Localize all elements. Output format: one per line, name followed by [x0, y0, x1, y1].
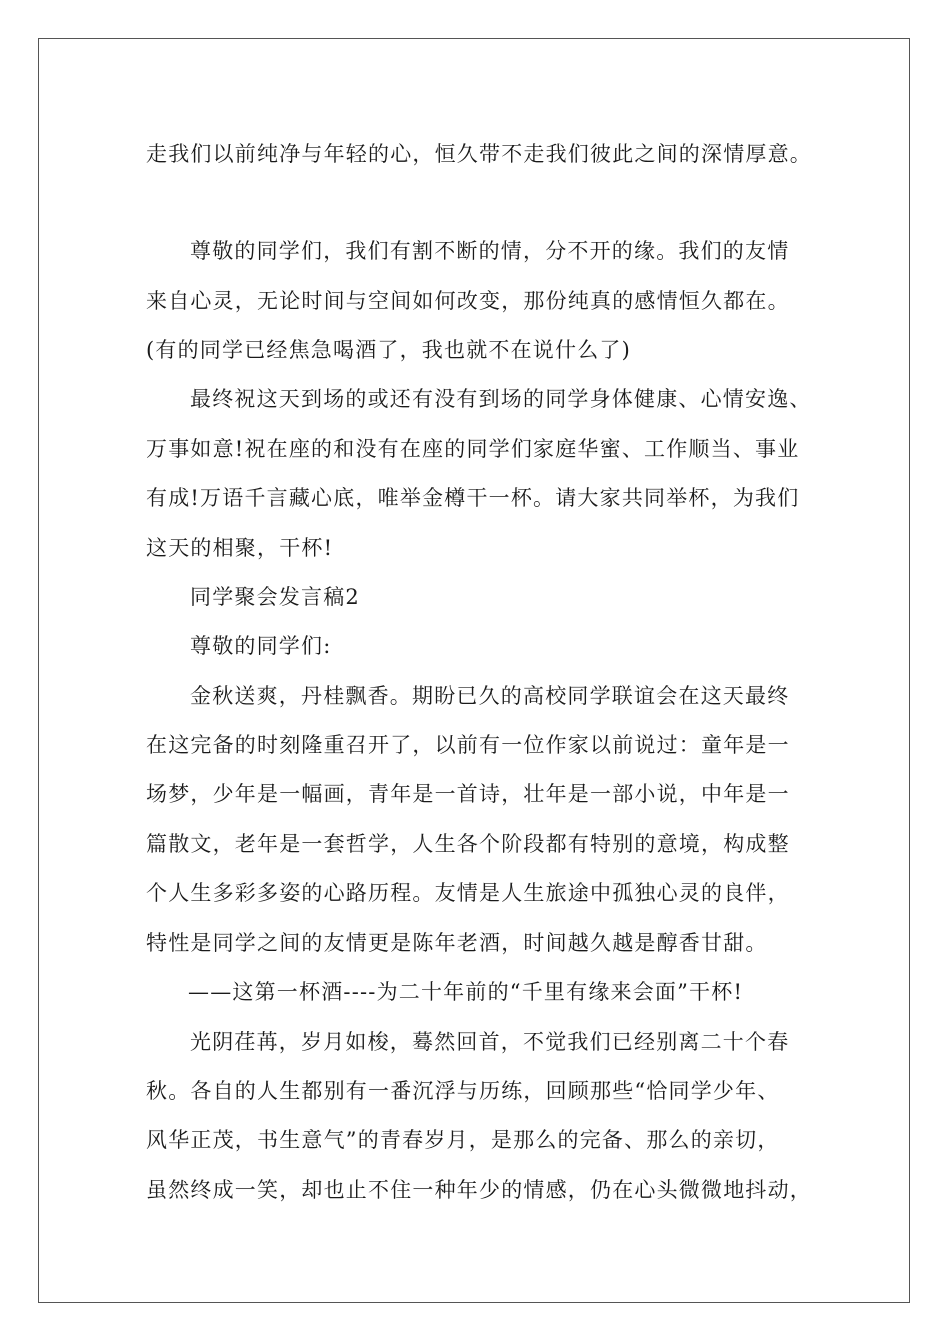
paragraph-line: 有成!万语千言藏心底，唯举金樽干一杯。请大家共同举杯，为我们 [146, 486, 800, 510]
paragraph-line: 篇散文，老年是一套哲学，人生各个阶段都有特别的意境，构成整 [146, 832, 790, 856]
paragraph-line: 来自心灵，无论时间与空间如何改变，那份纯真的感情恒久都在。 [146, 289, 790, 313]
toast-line: ——这第一杯酒----为二十年前的“千里有缘来会面”干杯! [188, 980, 744, 1004]
paragraph-line: 个人生多彩多姿的心路历程。友情是人生旅途中孤独心灵的良伴， [146, 881, 790, 905]
paragraph-line: 场梦，少年是一幅画，青年是一首诗，壮年是一部小说，中年是一 [146, 782, 790, 806]
paragraph-line: 尊敬的同学们，我们有割不断的情，分不开的缘。我们的友情 [190, 239, 790, 263]
paragraph-line: 秋。各自的人生都别有一番沉浮与历练，回顾那些“恰同学少年、 [146, 1079, 780, 1103]
paragraph-line: 在这完备的时刻隆重召开了，以前有一位作家以前说过：童年是一 [146, 733, 790, 757]
paragraph-line: (有的同学已经焦急喝酒了，我也就不在说什么了) [146, 338, 631, 362]
paragraph-line: 光阴荏苒，岁月如梭，蓦然回首，不觉我们已经别离二十个春 [190, 1030, 790, 1054]
section-heading: 同学聚会发言稿2 [190, 585, 360, 609]
paragraph-line: 最终祝这天到场的或还有没有到场的同学身体健康、心情安逸、 [190, 387, 812, 411]
paragraph-line: 特性是同学之间的友情更是陈年老酒，时间越久越是醇香甘甜。 [146, 931, 768, 955]
paragraph-line: 金秋送爽，丹桂飘香。期盼已久的高校同学联谊会在这天最终 [190, 684, 790, 708]
salutation: 尊敬的同学们: [190, 634, 332, 658]
paragraph-line: 虽然终成一笑，却也止不住一种年少的情感，仍在心头微微地抖动， [146, 1178, 812, 1202]
paragraph-line: 万事如意!祝在座的和没有在座的同学们家庭华蜜、工作顺当、事业 [146, 437, 800, 461]
paragraph-line: 风华正茂，书生意气”的青春岁月，是那么的完备、那么的亲切， [146, 1128, 780, 1152]
paragraph-line: 这天的相聚，干杯! [146, 536, 334, 560]
paragraph-line: 走我们以前纯净与年轻的心，恒久带不走我们彼此之间的深情厚意。 [146, 142, 812, 166]
page-frame [38, 38, 910, 1303]
